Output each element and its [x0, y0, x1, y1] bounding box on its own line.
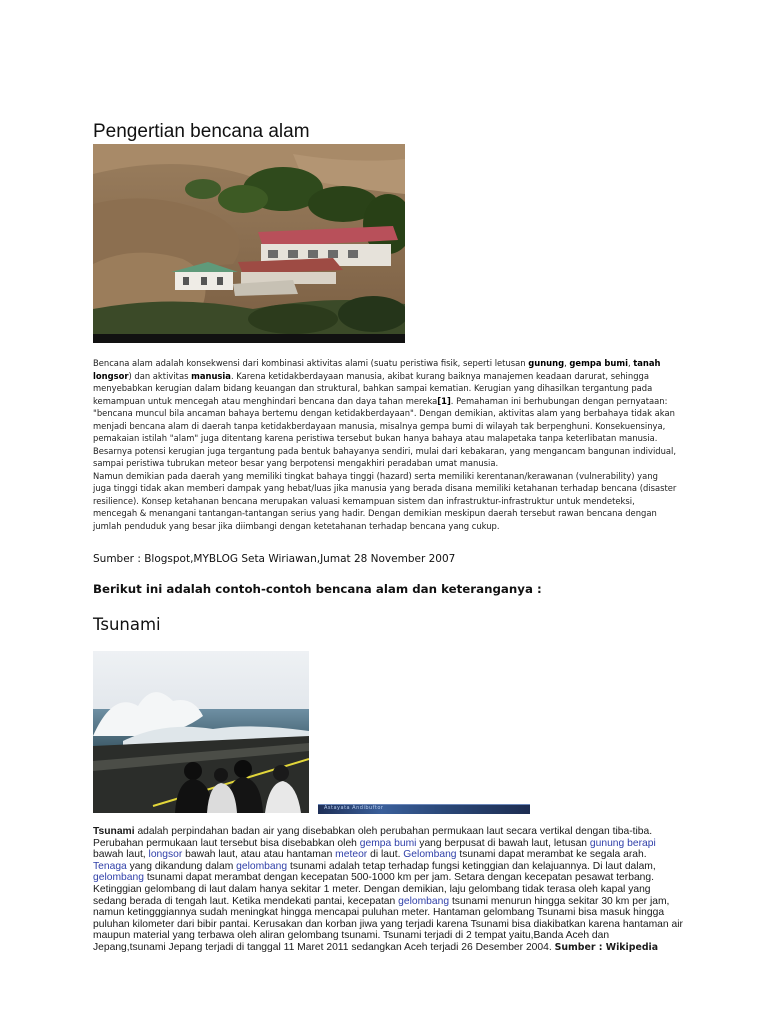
keyword-manusia: manusia	[191, 370, 231, 381]
text-run: . Pemahaman ini berhubungan dengan pernyataan: "bencana muncul bila ancaman bahaya bertemu dengan ketidakberdayaan". Dengan demikian, aktivitas alam yang berbahaya tidak akan menjadi bencana alam di daerah tanpa ketidakberdayaan manusia, misalnya gempa bumi di wilayah tak berpenghuni. Konsekuensinya, pemakaian istilah "alam" juga ditentang karena peristiwa tersebut bukan hanya bahaya atau malapetaka tanpa keterlibatan manusia. Besarnya potensi kerugian juga tergantung pada bentuk bahayanya sendiri, mulai dari kebakaran, yang mengancam bangunan individual, sampai peristiwa tubrukan meteor besar yang berpotensi mengakhiri peradaban umat manusia.	[93, 395, 677, 468]
text-run: bawah laut, atau atau hantaman	[182, 849, 336, 861]
text-run: . Karena ketidakberdayaan manusia, akibat kurang baiknya manajemen keadaan darurat, sehingga menyebabkan kerugian dalam bidang keuangan dan struktural, bahkan sampai kematian. Kerugian yang dihasilkan tergantung pada kemampuan untuk mencegah atau menghindari bencana dan daya tahan mereka	[93, 370, 653, 406]
landslide-photo	[93, 144, 405, 343]
text-run: adalah perpindahan badan air yang disebabkan oleh perubahan permukaan laut secara vertikal dengan tiba-tiba. Perubahan permukaan laut tersebut bisa disebabkan oleh	[93, 826, 653, 849]
keyword-gunung: gunung	[528, 358, 565, 368]
tsunami-heading: Tsunami	[93, 615, 161, 634]
banner-strip: Astayata Andibuftor	[318, 804, 530, 814]
tsunami-photo	[93, 651, 309, 813]
keyword-gempa-bumi: gempa bumi	[569, 358, 628, 368]
text-run: tsunami dapat merambat ke segala arah.	[456, 849, 647, 861]
link-longsor[interactable]: longsor	[148, 849, 183, 861]
source-citation-2: Sumber : Wikipedia	[554, 941, 659, 953]
link-gunung-berapi[interactable]: gunung berapi	[589, 837, 656, 849]
tsunami-paragraph	[93, 826, 683, 954]
link-gempa-bumi[interactable]: gempa bumi	[359, 837, 417, 849]
text-run: bawah laut,	[93, 849, 149, 861]
examples-subheading: Berikut ini adalah contoh-contoh bencana alam dan keteranganya :	[93, 582, 542, 596]
text-run: ) dan aktivitas	[128, 370, 192, 381]
link-gelombang-2[interactable]: gelombang	[236, 860, 288, 872]
definition-paragraph	[93, 357, 678, 532]
text-run: yang dikandung dalam	[126, 860, 237, 872]
text-run: tsunami dapat merambat dengan kecepatan 500-1000 km per jam. Setara dengan kecepatan pesawat terbang. Ketinggian gelombang di laut dalam hanya sekitar 1 meter. Dengan demikian, laju gelombang tidak terasa oleh kapal yang sedang berada di tengah laut. Ketika mendekati pantai, kecepatan	[93, 872, 654, 907]
link-meteor[interactable]: meteor	[335, 849, 368, 861]
text-run: ,	[627, 358, 634, 368]
text-run: Namun demikian pada daerah yang memiliki tingkat bahaya tinggi (hazard) serta memiliki kerentanan/kerawanan (vulnerability) yang juga tinggi tidak akan memberi dampak yang hebat/luas jika manusia yang berada disana memiliki ketahanan terhadap bencana (disaster resilience). Konsep ketahanan bencana merupakan valuasi kemampuan sistem dan infrastruktur-infrastruktur untuk mendeteksi, mencegah & menangani tantangan-tantangan serius yang hadir. Dengan demikian meskipun daerah tersebut rawan bencana dengan jumlah penduduk yang besar jika diimbangi dengan ketetahanan terhadap bencana yang cukup.	[93, 470, 677, 531]
text-run: di laut.	[367, 849, 404, 861]
link-gelombang-4[interactable]: gelombang	[398, 895, 450, 907]
text-run: ,	[564, 358, 570, 368]
text-run: tsunami menurun hingga sekitar 30 km per jam, namun ketingggiannya sudah meningkat hingga mencapai puluhan meter. Hantaman gelombang Tsunami bisa masuk hingga puluhan kilometer dari bibir pantai. Kerusakan dan korban jiwa yang terjadi karena Tsunami bisa diakibatkan karena hantaman air maupun material yang terbawa oleh aliran gelombang tsunami. Tsunami terjadi di 2 tempat yaitu,Banda Aceh dan Jepang,tsunami Jepang terjadi di tanggal 11 Maret 2011 sedangkan Aceh terjadi 26 Desember 2004.	[93, 895, 683, 953]
page-title: Pengertian bencana alam	[93, 121, 310, 142]
text-run: Bencana alam adalah konsekwensi dari kombinasi aktivitas alami (suatu peristiwa fisik, seperti letusan	[93, 358, 529, 368]
link-gelombang-1[interactable]: Gelombang	[403, 849, 457, 861]
text-run: yang berpusat di bawah laut, letusan	[416, 837, 590, 849]
footnote-ref: [1]	[437, 395, 451, 406]
source-citation-1: Sumber : Blogspot,MYBLOG Seta Wiriawan,Jumat 28 November 2007	[93, 553, 456, 565]
text-run: tsunami adalah tetap terhadap fungsi ketinggian dan kelajuannya. Di laut dalam,	[287, 860, 656, 872]
link-tenaga[interactable]: Tenaga	[93, 860, 127, 872]
link-gelombang-3[interactable]: gelombang	[93, 872, 144, 884]
keyword-tanah-longsor: tanah longsor	[93, 358, 661, 381]
keyword-tsunami: Tsunami	[93, 826, 135, 837]
